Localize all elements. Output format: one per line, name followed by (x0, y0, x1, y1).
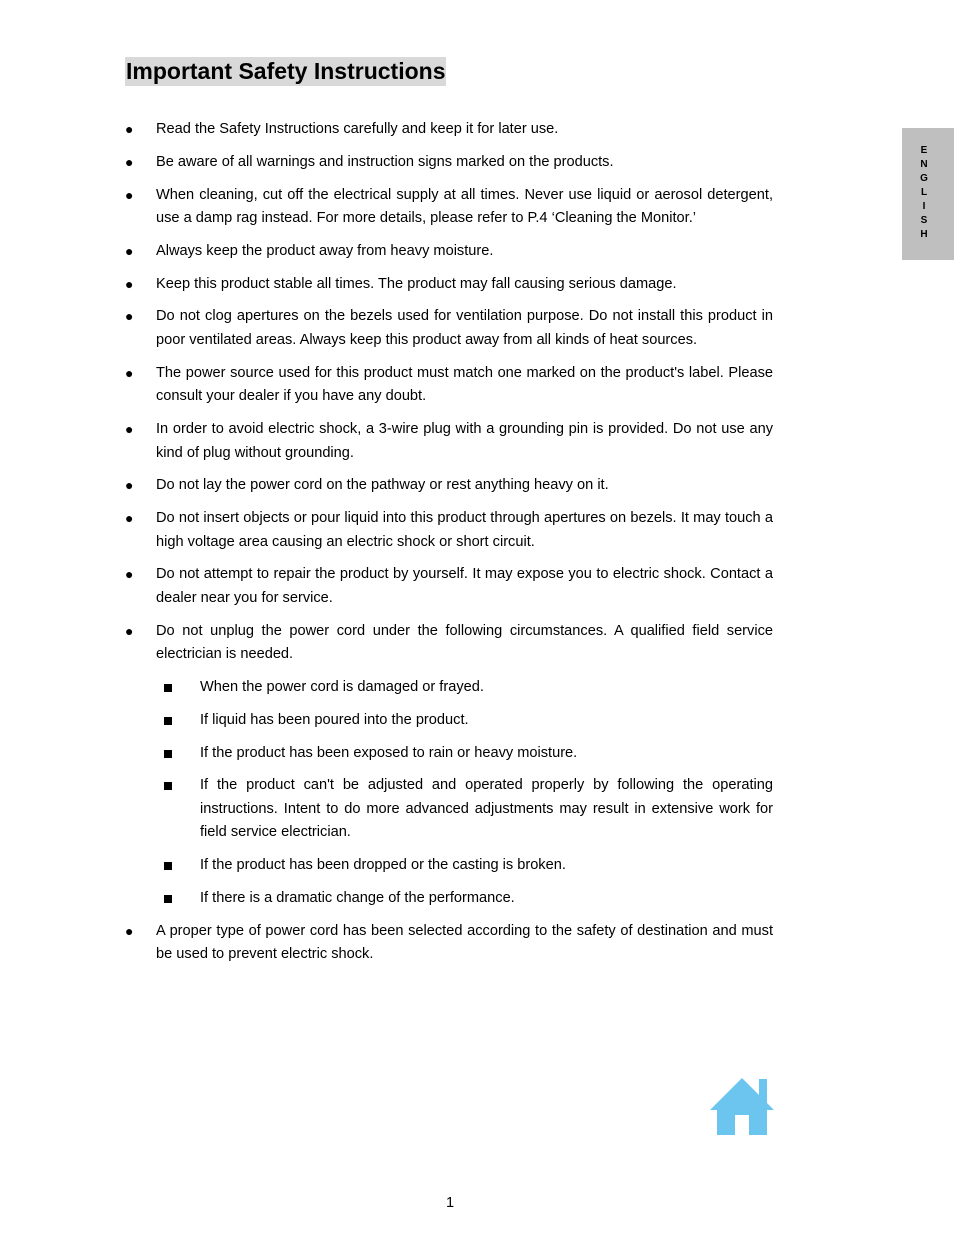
list-item-text: If the product has been dropped or the casting is broken. (200, 857, 566, 874)
round-bullet-icon: ● (125, 510, 134, 527)
round-bullet-icon: ● (125, 421, 134, 438)
list-item (125, 418, 773, 465)
list-item (125, 151, 773, 175)
round-bullet-icon: ● (125, 186, 134, 203)
list-item-text: Do not insert objects or pour liquid into this product through apertures on bezels. It may touch a high voltage area causing an electric shock or short circuit. (156, 510, 773, 550)
language-tab-letter: G (920, 173, 928, 184)
language-tab-letter: H (920, 229, 928, 240)
round-bullet-icon: ● (125, 308, 134, 325)
square-bullet-icon (164, 750, 172, 758)
language-tab-label (915, 146, 933, 240)
round-bullet-icon: ● (125, 477, 134, 494)
list-item (125, 118, 773, 142)
home-icon-shape (710, 1078, 774, 1135)
square-bullet-icon (164, 717, 172, 725)
sub-list-item (125, 887, 773, 911)
square-bullet-icon (164, 782, 172, 790)
list-item (125, 620, 773, 667)
round-bullet-icon: ● (125, 566, 134, 583)
list-item (125, 474, 773, 498)
round-bullet-icon: ● (125, 153, 134, 170)
list-item (125, 305, 773, 352)
list-item-text: Read the Safety Instructions carefully and keep it for later use. (156, 121, 559, 137)
list-item-text: Keep this product stable all times. The product may fall causing serious damage. (156, 275, 677, 292)
list-item-text: If there is a dramatic change of the performance. (200, 890, 515, 907)
page-title: Important Safety Instructions (126, 58, 446, 84)
language-tab-letter: L (920, 187, 928, 198)
sub-list-item (125, 709, 773, 733)
list-item-text: If the product has been exposed to rain or heavy moisture. (200, 744, 578, 761)
list-item-text: In order to avoid electric shock, a 3-wire plug with a grounding pin is provided. Do not use any kind of plug without grounding. (156, 421, 773, 461)
language-tab-letter: S (920, 215, 928, 226)
sub-list-item (125, 774, 773, 845)
square-bullet-icon (164, 895, 172, 903)
sub-list-item (125, 742, 773, 766)
page-number: 1 (445, 1195, 455, 1211)
list-item-text: Do not unplug the power cord under the following circumstances. A qualified field service electrician is needed. (156, 622, 773, 663)
list-item (125, 563, 773, 610)
list-item-text: When the power cord is damaged or frayed. (200, 679, 484, 696)
list-item (125, 273, 773, 297)
list-item-text: The power source used for this product must match one marked on the product's label. Please consult your dealer if you have any doubt. (156, 364, 773, 405)
list-item (125, 920, 773, 967)
round-bullet-icon: ● (125, 922, 134, 939)
round-bullet-icon: ● (125, 242, 134, 259)
list-item-text: Do not clog apertures on the bezels used for ventilation purpose. Do not install this product in poor ventilated areas. Always keep this product away from all kinds of heat sources. (156, 308, 773, 348)
round-bullet-icon: ● (125, 121, 134, 137)
square-bullet-icon (164, 862, 172, 870)
round-bullet-icon: ● (125, 622, 134, 639)
list-item-text: Do not attempt to repair the product by yourself. It may expose you to electric shock. Contact a dealer near you for service. (156, 566, 773, 606)
list-item-text: Be aware of all warnings and instruction signs marked on the products. (156, 153, 614, 170)
list-item-text: If the product can't be adjusted and operated properly by following the operating instructions. Intent to do more advanced adjustments may result in extensive work for field service electrician. (200, 777, 773, 841)
list-item-text: A proper type of power cord has been selected according to the safety of destination and must be used to prevent electric shock. (156, 922, 773, 963)
sub-list-item (125, 676, 773, 700)
round-bullet-icon: ● (125, 275, 134, 292)
language-tab[interactable] (902, 128, 954, 260)
list-item-text: Do not lay the power cord on the pathway or rest anything heavy on it. (156, 477, 609, 494)
list-item-text: Always keep the product away from heavy moisture. (156, 242, 494, 259)
list-item-text: If liquid has been poured into the product. (200, 711, 469, 728)
language-tab-letter: I (922, 201, 926, 212)
list-item-text: When cleaning, cut off the electrical supply at all times. Never use liquid or aerosol detergent, use a damp rag instead. For more details, please refer to P.4 ‘Cleaning the Monitor.’ (156, 186, 773, 227)
list-item (125, 240, 773, 264)
language-tab-letter: N (920, 159, 928, 170)
safety-instructions-list (125, 118, 773, 976)
list-item (125, 507, 773, 554)
round-bullet-icon: ● (125, 364, 134, 381)
square-bullet-icon (164, 684, 172, 692)
sub-list-item (125, 854, 773, 878)
language-tab-letter: E (920, 145, 928, 156)
list-item (125, 362, 773, 409)
list-item (125, 184, 773, 231)
home-icon[interactable] (709, 1077, 775, 1137)
